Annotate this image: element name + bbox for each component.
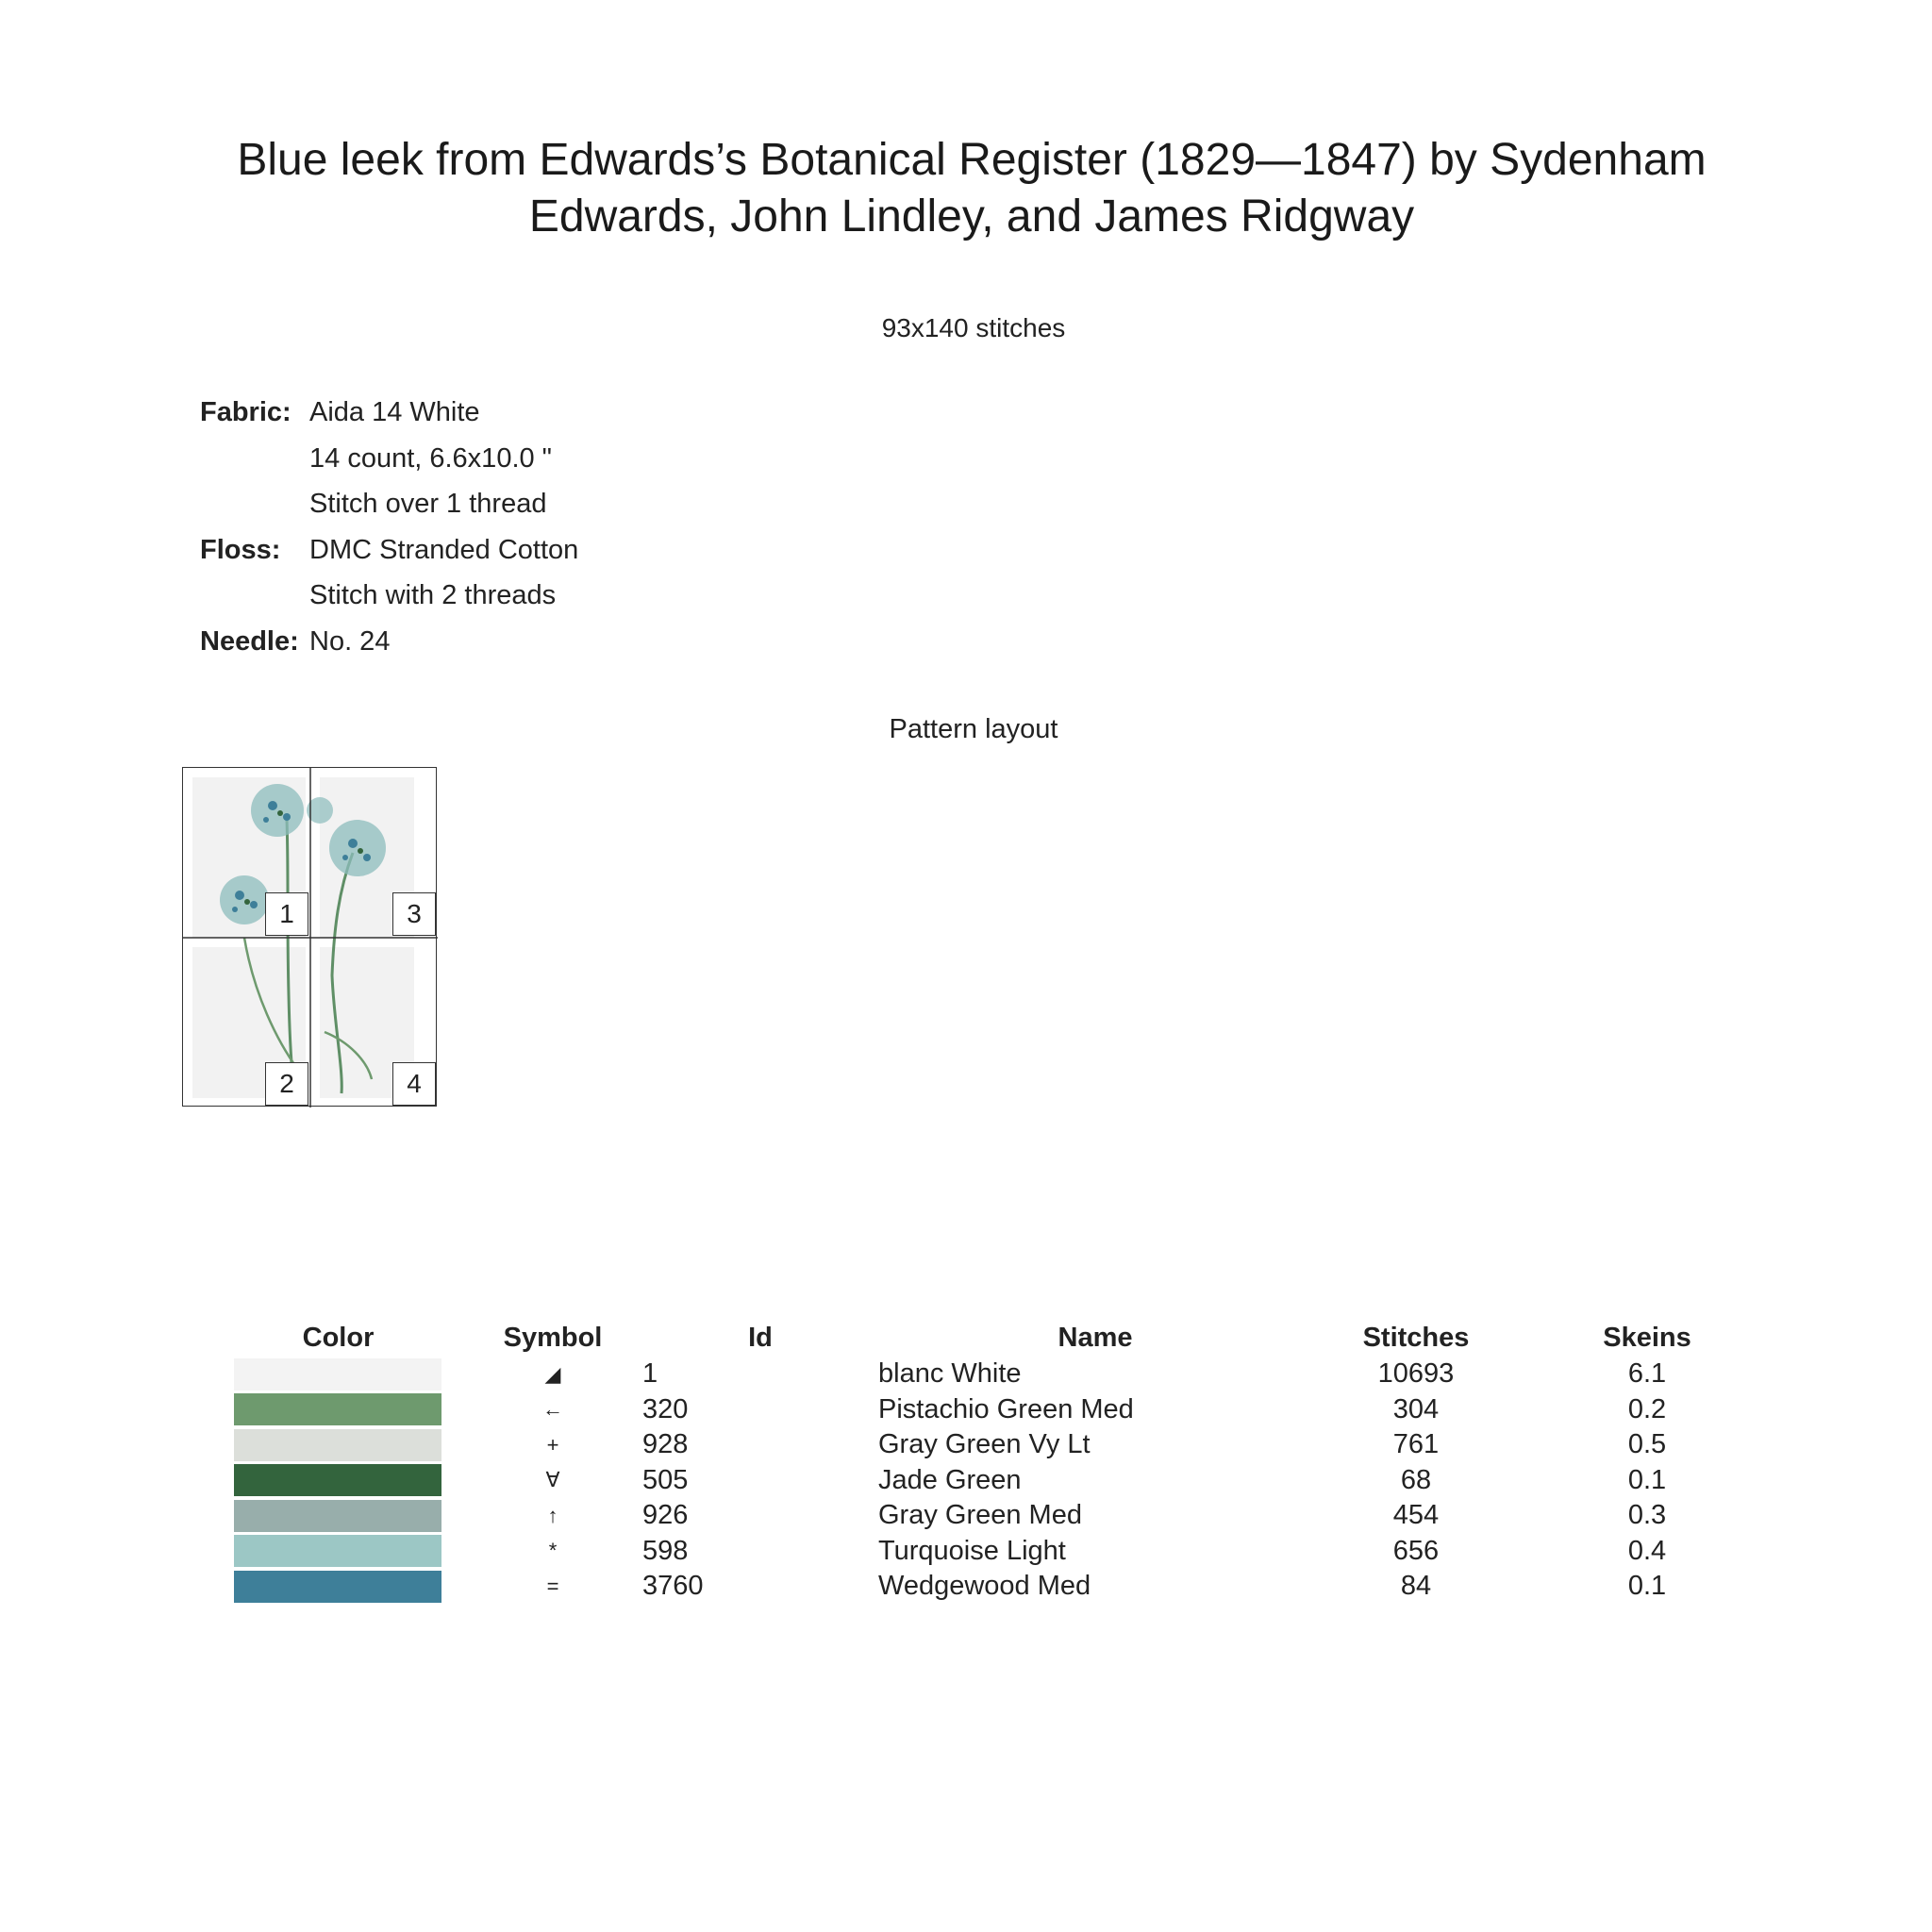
pattern-title: Blue leek from Edwards’s Botanical Register (1829—1847) by Sydenham Edwards, John Lindley, and James Ridgway bbox=[237, 135, 1707, 242]
header-color: Color bbox=[302, 1322, 375, 1353]
stitch-dimensions: 93x140 stitches bbox=[881, 313, 1066, 342]
stitches-cell: 656 bbox=[1392, 1535, 1440, 1566]
color-swatch bbox=[234, 1429, 441, 1461]
table-row bbox=[213, 1357, 1774, 1392]
symbol-cell: + bbox=[546, 1432, 559, 1457]
blue-leek-preview-image bbox=[183, 768, 438, 1108]
id-cell: 926 bbox=[642, 1500, 689, 1531]
needle-label: Needle: bbox=[200, 625, 299, 657]
floss-threads: Stitch with 2 threads bbox=[309, 580, 557, 610]
floss-name: DMC Stranded Cotton bbox=[309, 534, 579, 565]
name-cell: Wedgewood Med bbox=[878, 1571, 1091, 1602]
floss-legend-table bbox=[213, 1319, 1774, 1605]
skeins-cell: 0.2 bbox=[1627, 1393, 1667, 1424]
color-swatch bbox=[234, 1571, 441, 1603]
pattern-layout-title: Pattern layout bbox=[889, 714, 1058, 744]
skeins-cell: 0.5 bbox=[1627, 1429, 1667, 1460]
symbol-cell: = bbox=[546, 1574, 559, 1598]
needle-value: No. 24 bbox=[309, 625, 391, 657]
skeins-cell: 0.1 bbox=[1627, 1571, 1667, 1602]
name-cell: Turquoise Light bbox=[878, 1535, 1066, 1566]
symbol-cell: ↑ bbox=[547, 1503, 558, 1527]
header-stitches: Stitches bbox=[1362, 1322, 1470, 1353]
table-row bbox=[213, 1463, 1774, 1499]
name-cell: Pistachio Green Med bbox=[878, 1393, 1134, 1424]
layout-page-3[interactable]: 3 bbox=[392, 892, 436, 936]
symbol-cell: ∀ bbox=[545, 1468, 560, 1492]
id-cell: 320 bbox=[642, 1393, 689, 1424]
name-cell: Jade Green bbox=[878, 1464, 1022, 1495]
id-cell: 1 bbox=[642, 1358, 658, 1390]
color-swatch bbox=[234, 1500, 441, 1532]
fabric-count: 14 count, 6.6x10.0 " bbox=[309, 442, 552, 474]
name-cell: blanc White bbox=[878, 1358, 1022, 1390]
id-cell: 505 bbox=[642, 1464, 689, 1495]
id-cell: 928 bbox=[642, 1429, 689, 1460]
symbol-cell: ◢ bbox=[544, 1361, 561, 1386]
id-cell: 598 bbox=[642, 1535, 689, 1566]
header-id: Id bbox=[748, 1322, 773, 1353]
table-row bbox=[213, 1392, 1774, 1428]
header-skeins: Skeins bbox=[1603, 1322, 1691, 1353]
name-cell: Gray Green Vy Lt bbox=[878, 1429, 1091, 1460]
symbol-cell: ← bbox=[542, 1397, 563, 1422]
header-name: Name bbox=[1058, 1322, 1133, 1353]
stitches-cell: 10693 bbox=[1377, 1358, 1455, 1390]
fabric-thread: Stitch over 1 thread bbox=[309, 489, 547, 519]
pattern-layout-preview bbox=[182, 767, 437, 1107]
table-row bbox=[213, 1569, 1774, 1605]
header-symbol: Symbol bbox=[503, 1322, 603, 1353]
color-swatch bbox=[234, 1464, 441, 1496]
legend-header-row bbox=[213, 1319, 1774, 1357]
color-swatch bbox=[234, 1393, 441, 1425]
skeins-cell: 0.3 bbox=[1627, 1500, 1667, 1531]
table-row bbox=[213, 1427, 1774, 1463]
name-cell: Gray Green Med bbox=[878, 1500, 1082, 1531]
stitches-cell: 68 bbox=[1400, 1464, 1432, 1495]
id-cell: 3760 bbox=[642, 1571, 704, 1602]
table-row bbox=[213, 1534, 1774, 1570]
layout-page-4[interactable]: 4 bbox=[392, 1062, 436, 1106]
fabric-label: Fabric: bbox=[200, 397, 291, 427]
stitches-cell: 304 bbox=[1392, 1393, 1440, 1424]
layout-page-1[interactable]: 1 bbox=[265, 892, 308, 936]
stitches-cell: 84 bbox=[1400, 1571, 1432, 1602]
skeins-cell: 0.4 bbox=[1627, 1535, 1667, 1566]
stitches-cell: 454 bbox=[1392, 1500, 1440, 1531]
stitches-cell: 761 bbox=[1392, 1429, 1440, 1460]
symbol-cell: * bbox=[548, 1539, 558, 1563]
color-swatch bbox=[234, 1535, 441, 1567]
skeins-cell: 0.1 bbox=[1627, 1464, 1667, 1495]
floss-label: Floss: bbox=[200, 534, 281, 565]
fabric-name: Aida 14 White bbox=[309, 397, 480, 427]
color-swatch bbox=[234, 1358, 441, 1391]
table-row bbox=[213, 1498, 1774, 1534]
layout-page-2[interactable]: 2 bbox=[265, 1062, 308, 1106]
materials-specs bbox=[200, 390, 578, 664]
skeins-cell: 6.1 bbox=[1627, 1358, 1667, 1390]
